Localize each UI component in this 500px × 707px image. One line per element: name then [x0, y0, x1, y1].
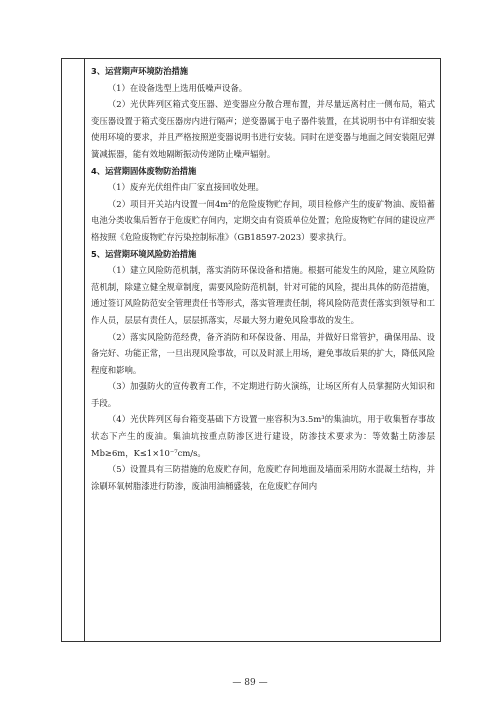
section-heading-solid-waste: 4、运营期固体废物防治措施 [91, 165, 197, 176]
paragraph: （1）建立风险防范机制，落实消防环保设备和措施。根据可能发生的风险，建立风险防范机制，除建立健全规章制度，需要风险防范机制，针对可能的风险，提出具体的防范措施，通过签订风险防范安全管理责任书等形式，落实管理责任制，将风险防范责任落实到领导和工作人员，层层有责任人，层层抓落实，尽最大努力避免风险事故的发生。 [91, 265, 435, 325]
page-number: — 89 — [232, 678, 268, 688]
paragraph: （5）设置具有三防措施的危废贮存间，危废贮存间地面及墙面采用防水混凝土结构，并涂刷环氧树脂漆进行防渗，废油用油桶盛装，在危废贮存间内 [91, 464, 435, 491]
paragraph: （2）落实风险防范经费，备齐消防和环保设备、用品，并做好日常管护，确保用品、设备完好、功能正常，一旦出现风险事故，可以及时派上用场，避免事故后果的扩大，降低风险程度和影响。 [91, 331, 435, 375]
paragraph: （2）光伏阵列区箱式变压器、逆变器应分散合理布置，并尽量远离村庄一侧布局，箱式变压器设置于箱式变压器房内进行隔声；逆变器属于电子器件装置，在其说明书中有详细安装使用环境的要求，并且严格按照逆变器说明书进行安装。同时在逆变器与地面之间安装阻尼弹簧减振器，能有效地隔断振动传递防止噪声辐射。 [91, 99, 435, 159]
section-heading-noise: 3、运营期声环境防治措施 [91, 66, 189, 76]
table-column-divider [84, 58, 85, 642]
paragraph: （4）光伏阵列区每台箱变基础下方设置一座容积为3.5m³的集油坑，用于收集暂存事故状态下产生的废油。集油坑按重点防渗区进行建设，防渗技术要求为：等效黏土防渗层Mb≥6m，K≤1×10⁻⁷cm/s。 [91, 414, 435, 458]
paragraph: （2）项目开关站内设置一间4m²的危险废物贮存间，项目检修产生的废矿物油、废铅蓄电池分类收集后暂存于危废贮存间内，定期交由有资质单位处置；危险废物贮存间的建设应严格按照《危险废物贮存污染控制标准》（GB18597-2023）要求执行。 [91, 198, 435, 242]
paragraph: （1）废弃光伏组件由厂家直接回收处理。 [107, 182, 264, 193]
paragraph: （1）在设备选型上选用低噪声设备。 [107, 82, 248, 93]
paragraph: （3）加强防火的宣传教育工作，不定期进行防火演练，让场区所有人员掌握防火知识和手段。 [91, 381, 435, 408]
section-heading-risk: 5、运营期环境风险防治措施 [91, 248, 197, 259]
document-body [91, 63, 435, 494]
